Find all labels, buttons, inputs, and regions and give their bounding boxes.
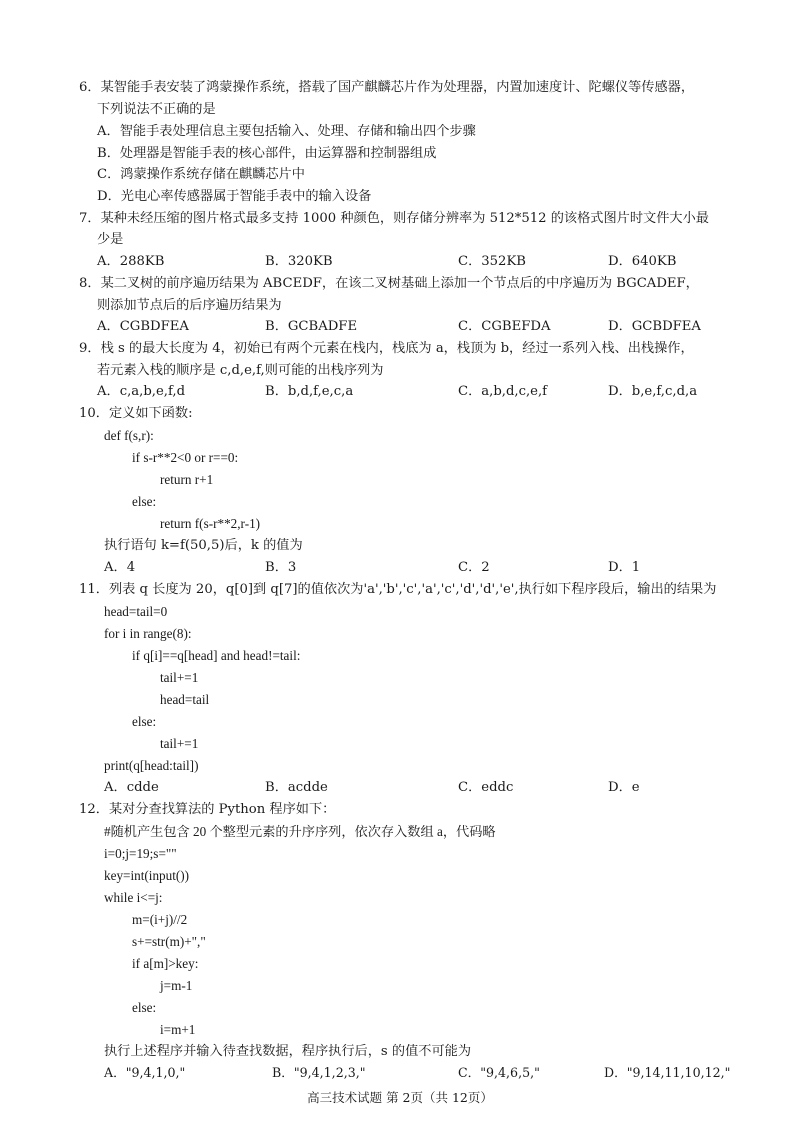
q9-option-c: C．a,b,d,c,e,f bbox=[458, 384, 548, 399]
q7-option-c: C．352KB bbox=[458, 254, 526, 269]
q12-code-line2: i=0;j=19;s="" bbox=[104, 846, 177, 861]
q11-code-line4: tail+=1 bbox=[160, 670, 199, 685]
q11-stem: 11．列表 q 长度为 20，q[0]到 q[7]的值依次为'a','b','c','a','c','d','d','e',执行如下程序段后，输出的结果为 bbox=[79, 582, 717, 597]
q6-option-d: D．光电心率传感器属于智能手表中的输入设备 bbox=[97, 189, 372, 204]
q11-code-line3: if q[i]==q[head] and head!=tail: bbox=[132, 648, 301, 663]
q11-code-line1: head=tail=0 bbox=[104, 604, 168, 619]
q8-option-b: B．GCBADFE bbox=[265, 319, 358, 334]
q8-option-c: C．CGBEFDA bbox=[458, 319, 551, 334]
q10-code-line2: if s-r**2<0 or r==0: bbox=[132, 450, 239, 465]
q11-code-line7: tail+=1 bbox=[160, 736, 199, 751]
q11-code-line5: head=tail bbox=[160, 692, 210, 707]
q8-option-a: A．CGBDFEA bbox=[97, 319, 189, 334]
q12-code-line3: key=int(input()) bbox=[104, 868, 190, 883]
q10-code-line1: def f(s,r): bbox=[104, 428, 154, 443]
q10-code-line3: return r+1 bbox=[160, 472, 214, 487]
q12-option-d: D．"9,14,11,10,12," bbox=[604, 1065, 731, 1080]
q12-code-line4: while i<=j: bbox=[104, 890, 163, 905]
q7-option-a: A．288KB bbox=[97, 254, 165, 269]
q7-stem-line1: 7．某种未经压缩的图片格式最多支持 1000 种颜色，则存储分辨率为 512*512 的该格式图片时文件大小最 bbox=[79, 211, 709, 226]
q12-code-line5: m=(i+j)//2 bbox=[132, 912, 188, 927]
q10-after: 执行语句 k=f(50,5)后，k 的值为 bbox=[104, 538, 303, 553]
q12-option-a: A．"9,4,1,0," bbox=[104, 1065, 186, 1080]
q7-option-d: D．640KB bbox=[608, 254, 677, 269]
q6-option-b: B．处理器是智能手表的核心部件，由运算器和控制器组成 bbox=[97, 146, 437, 161]
q9-stem-line2: 若元素入栈的顺序是 c,d,e,f,则可能的出栈序列为 bbox=[97, 363, 384, 378]
q10-code-line4: else: bbox=[132, 494, 157, 509]
q12-option-b: B．"9,4,1,2,3," bbox=[272, 1065, 366, 1080]
q7-option-b: B．320KB bbox=[265, 254, 333, 269]
q11-code-line6: else: bbox=[132, 714, 157, 729]
q12-option-c: C．"9,4,6,5," bbox=[458, 1065, 540, 1080]
q10-option-b: B．3 bbox=[265, 560, 297, 575]
q11-option-d: D．e bbox=[608, 780, 640, 795]
q12-after: 执行上述程序并输入待查找数据，程序执行后，s 的值不可能为 bbox=[104, 1044, 472, 1059]
q12-code-line6: s+=str(m)+"," bbox=[132, 934, 206, 949]
q11-option-b: B．acdde bbox=[265, 780, 328, 795]
q12-stem: 12．某对分查找算法的 Python 程序如下： bbox=[79, 802, 336, 817]
q10-code-line5: return f(s-r**2,r-1) bbox=[160, 516, 261, 531]
q11-code-line8: print(q[head:tail]) bbox=[104, 758, 199, 773]
q8-option-d: D．GCBDFEA bbox=[608, 319, 701, 334]
page-footer: 高三技术试题 第 2页（共 12页） bbox=[307, 1090, 493, 1105]
q11-option-c: C．eddc bbox=[458, 780, 514, 795]
q12-code-line8: j=m-1 bbox=[160, 978, 193, 993]
q6-option-c: C．鸿蒙操作系统存储在麒麟芯片中 bbox=[97, 167, 305, 182]
q10-stem: 10．定义如下函数: bbox=[79, 406, 193, 421]
q10-option-a: A．4 bbox=[104, 560, 136, 575]
q10-option-c: C．2 bbox=[458, 560, 490, 575]
q6-stem-line1: 6．某智能手表安装了鸿蒙操作系统，搭载了国产麒麟芯片作为处理器，内置加速度计、陀螺仪等传感器， bbox=[79, 80, 695, 95]
q12-code-line7: if a[m]>key: bbox=[132, 956, 199, 971]
q7-stem-line2: 少是 bbox=[97, 232, 124, 247]
q12-code-line10: i=m+1 bbox=[160, 1022, 196, 1037]
q9-option-a: A．c,a,b,e,f,d bbox=[97, 384, 186, 399]
q9-option-d: D．b,e,f,c,d,a bbox=[608, 384, 698, 399]
q6-option-a: A．智能手表处理信息主要包括输入、处理、存储和输出四个步骤 bbox=[97, 124, 476, 139]
q10-option-d: D．1 bbox=[608, 560, 641, 575]
q11-code-line2: for i in range(8): bbox=[104, 626, 192, 641]
q8-stem-line1: 8．某二叉树的前序遍历结果为 ABCEDF，在该二叉树基础上添加一个节点后的中序遍历为 BGCADEF， bbox=[79, 276, 699, 291]
q9-option-b: B．b,d,f,e,c,a bbox=[265, 384, 354, 399]
q9-stem-line1: 9．栈 s 的最大长度为 4，初始已有两个元素在栈内，栈底为 a，栈顶为 b，经过一系列入栈、出栈操作， bbox=[79, 341, 694, 356]
q12-code-line1: #随机产生包含 20 个整型元素的升序序列，依次存入数组 a，代码略 bbox=[104, 824, 496, 839]
q11-option-a: A．cdde bbox=[104, 780, 159, 795]
q12-code-line9: else: bbox=[132, 1000, 157, 1015]
q6-stem-line2: 下列说法不正确的是 bbox=[97, 102, 216, 117]
q8-stem-line2: 则添加节点后的后序遍历结果为 bbox=[97, 298, 282, 313]
